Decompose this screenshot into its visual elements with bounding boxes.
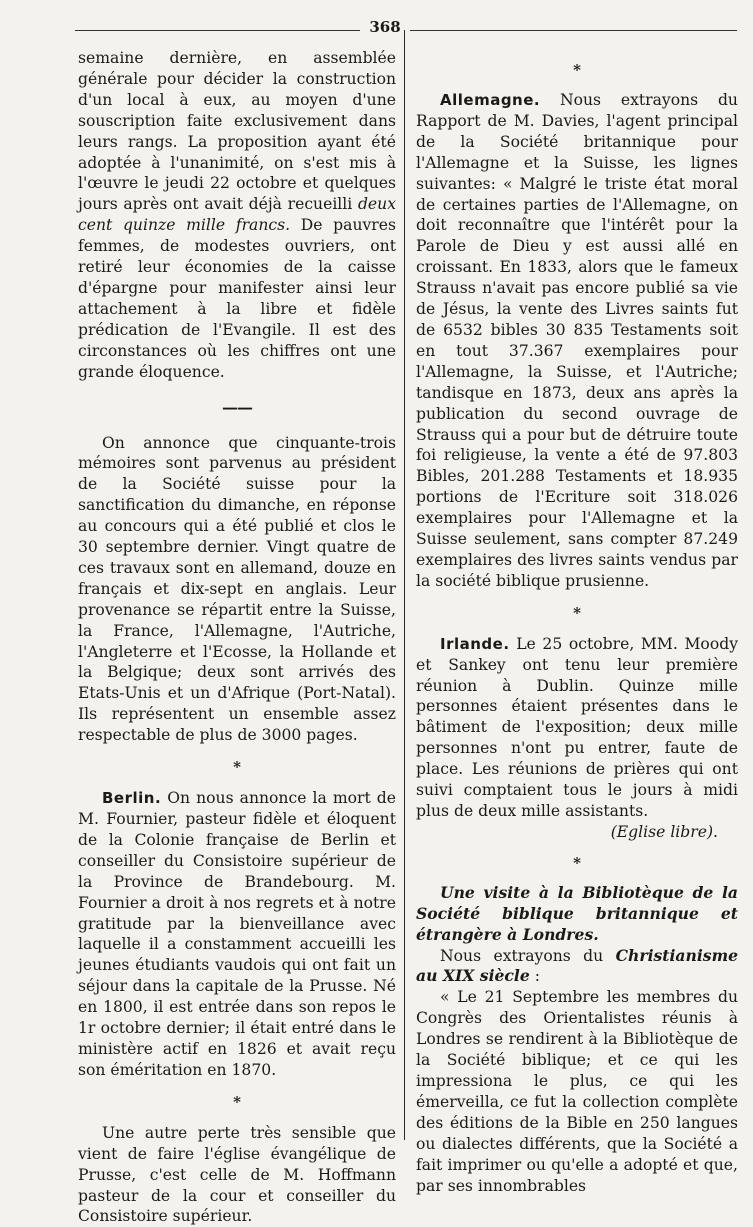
- column-divider: [404, 30, 405, 1140]
- left-column: [78, 48, 396, 1227]
- star-separator: *: [573, 853, 581, 872]
- intro-colon: :: [534, 967, 540, 986]
- intro-text: Nous extrayons du: [440, 946, 604, 965]
- section-heading-allemagne: Allemagne.: [440, 91, 541, 109]
- paragraph-berlin: [78, 788, 396, 1081]
- paragraph-sunday-society: On annonce que cinquante-trois mémoires sont parvenus au président de la Société suisse pour la sanctification du dimanche, en réponse au concours qui a été publié et clos le 30 septembre dernier. Vingt quatre de ces travaux sont en allemand, douze en français et dix-sept en anglais. Leur provenance se répartit entre la Suisse, la France, l'Allemagne, l'Autriche, l'Angleterre et l'Ecosse, la Hollande et la Belgique; deux sont arrivés des Etats-Unis et un d'Afrique (Port-Natal). Ils représentent un ensemble assez respectable de plus de 3000 pages.: [78, 433, 396, 745]
- paragraph-text: semaine dernière, en assemblée générale pour décider la construction d'un local à eux, au moyen d'une souscription faite exclusivement dans leurs rangs. La proposition ayant été adoptée à l'unanimité, on s'est mis à l'œuvre le jeudi 22 octobre et quelques jours après ont avait déjà recueilli: [78, 49, 396, 214]
- page-number: 368: [360, 18, 410, 36]
- star-separator: *: [233, 1092, 241, 1111]
- article-title: Une visite à la Bibliotèque de la Société biblique britannique et étrangère à Londres.: [416, 882, 738, 944]
- paragraph-local-construction: [78, 48, 396, 383]
- paragraph-text: Le 25 octobre, MM. Moody et Sankey ont tenu leur première réunion à Dublin. Quinze mille personnes étaient présentes dans le bâtiment de l'exposition; deux mille personnes n'ont pu entrer, faute de place. Les réunions de prières qui ont suivi comptaient tous le jours à midi plus de deux mille assistants.: [416, 634, 739, 820]
- star-separator: *: [573, 61, 581, 79]
- star-separator: *: [573, 603, 581, 622]
- paragraph-text-end: De pauvres femmes, de modestes ouvriers, ont retiré leur économies de la caisse d'épargne pour manifester ainsi leur attachement à la libre et fidèle prédication de l'Evangile. Il est des circonstances où les chiffres ont une grande éloquence.: [78, 216, 396, 381]
- source-title: Christianisme au XIX siècle: [416, 945, 738, 986]
- paragraph-text: On nous annonce la mort de M. Fournier, pasteur fidèle et éloquent de la Colonie française de Berlin et conseiller du Consistoire supérieur de la Province de Brandebourg. M. Fournier a droit à nos regrets et à notre gratitude par la bienveillance avec laquelle il a constamment accueilli les jeunes étudiants vaudois qui ont fait un séjour dans la capitale de la Prusse. Né en 1800, il est entrée dans son repos le 1r octobre dernier; il était entré dans le ministère actif en 1826 et avait reçu son éméritation en 1870.: [78, 789, 396, 1079]
- paragraph-congress: « Le 21 Septembre les membres du Congrès des Orientalistes réunis à Londres se rendirent à la Bibliotèque de la Société biblique; et ce qui les impressiona le plus, ce qui les émerveilla, ce fut la collection complète des éditions de la Bible en 250 langues ou dialectes différents, que la Société a fait imprimer ou qu'elle a adopté et que, par ses innombrables: [416, 988, 738, 1195]
- paragraph-hoffmann: Une autre perte très sensible que vient de faire l'église évangélique de Prusse, c'est celle de M. Hoffmann pasteur de la cour et conseiller du Consistoire supérieur.: [78, 1123, 396, 1226]
- star-separator: *: [233, 758, 241, 777]
- paragraph-intro: [416, 946, 738, 988]
- section-heading-irlande: Irlande.: [440, 634, 510, 653]
- emphasis-amount: deux cent quinze mille francs.: [78, 195, 396, 235]
- right-column: [416, 60, 738, 1196]
- section-heading-berlin: Berlin.: [102, 789, 162, 808]
- source-citation: (Eglise libre).: [610, 822, 718, 841]
- paragraph-text: Nous extrayons du Rapport de M. Davies, l'agent principal de la Société britannique pour l'Allemagne et la Suisse, les lignes suivantes: « Malgré le triste état moral de certaines parties de l'Allemagne, on doit reconnaître que l'intérêt pour la Parole de Dieu y est aussi allé en croissant. En 1833, alors que le fameux Strauss n'avait pas encore publié sa vie de Jésus, la vente des Livres saints fut de 6532 bibles 30 835 Testaments soit en tout 37.367 exemplaires pour l'Allemagne, la Suisse, et l'Autriche; tandisque en 1873, deux ans après la publication du second ouvrage de Strauss qui a pour but de détruire toute foi religieuse, la vente a été de 97.803 Bibles, 201.288 Testaments et 18.935 portions de l'Ecriture soit 318.026 exemplaires pour l'Allemagne et la Suisse seulement, sans compter 87.249 exemplaires des livres saints vendus par la société biblique prusienne.: [416, 91, 738, 590]
- paragraph-irlande: [416, 634, 738, 822]
- paragraph-allemagne: [416, 90, 738, 592]
- dash-separator: ——: [222, 397, 252, 417]
